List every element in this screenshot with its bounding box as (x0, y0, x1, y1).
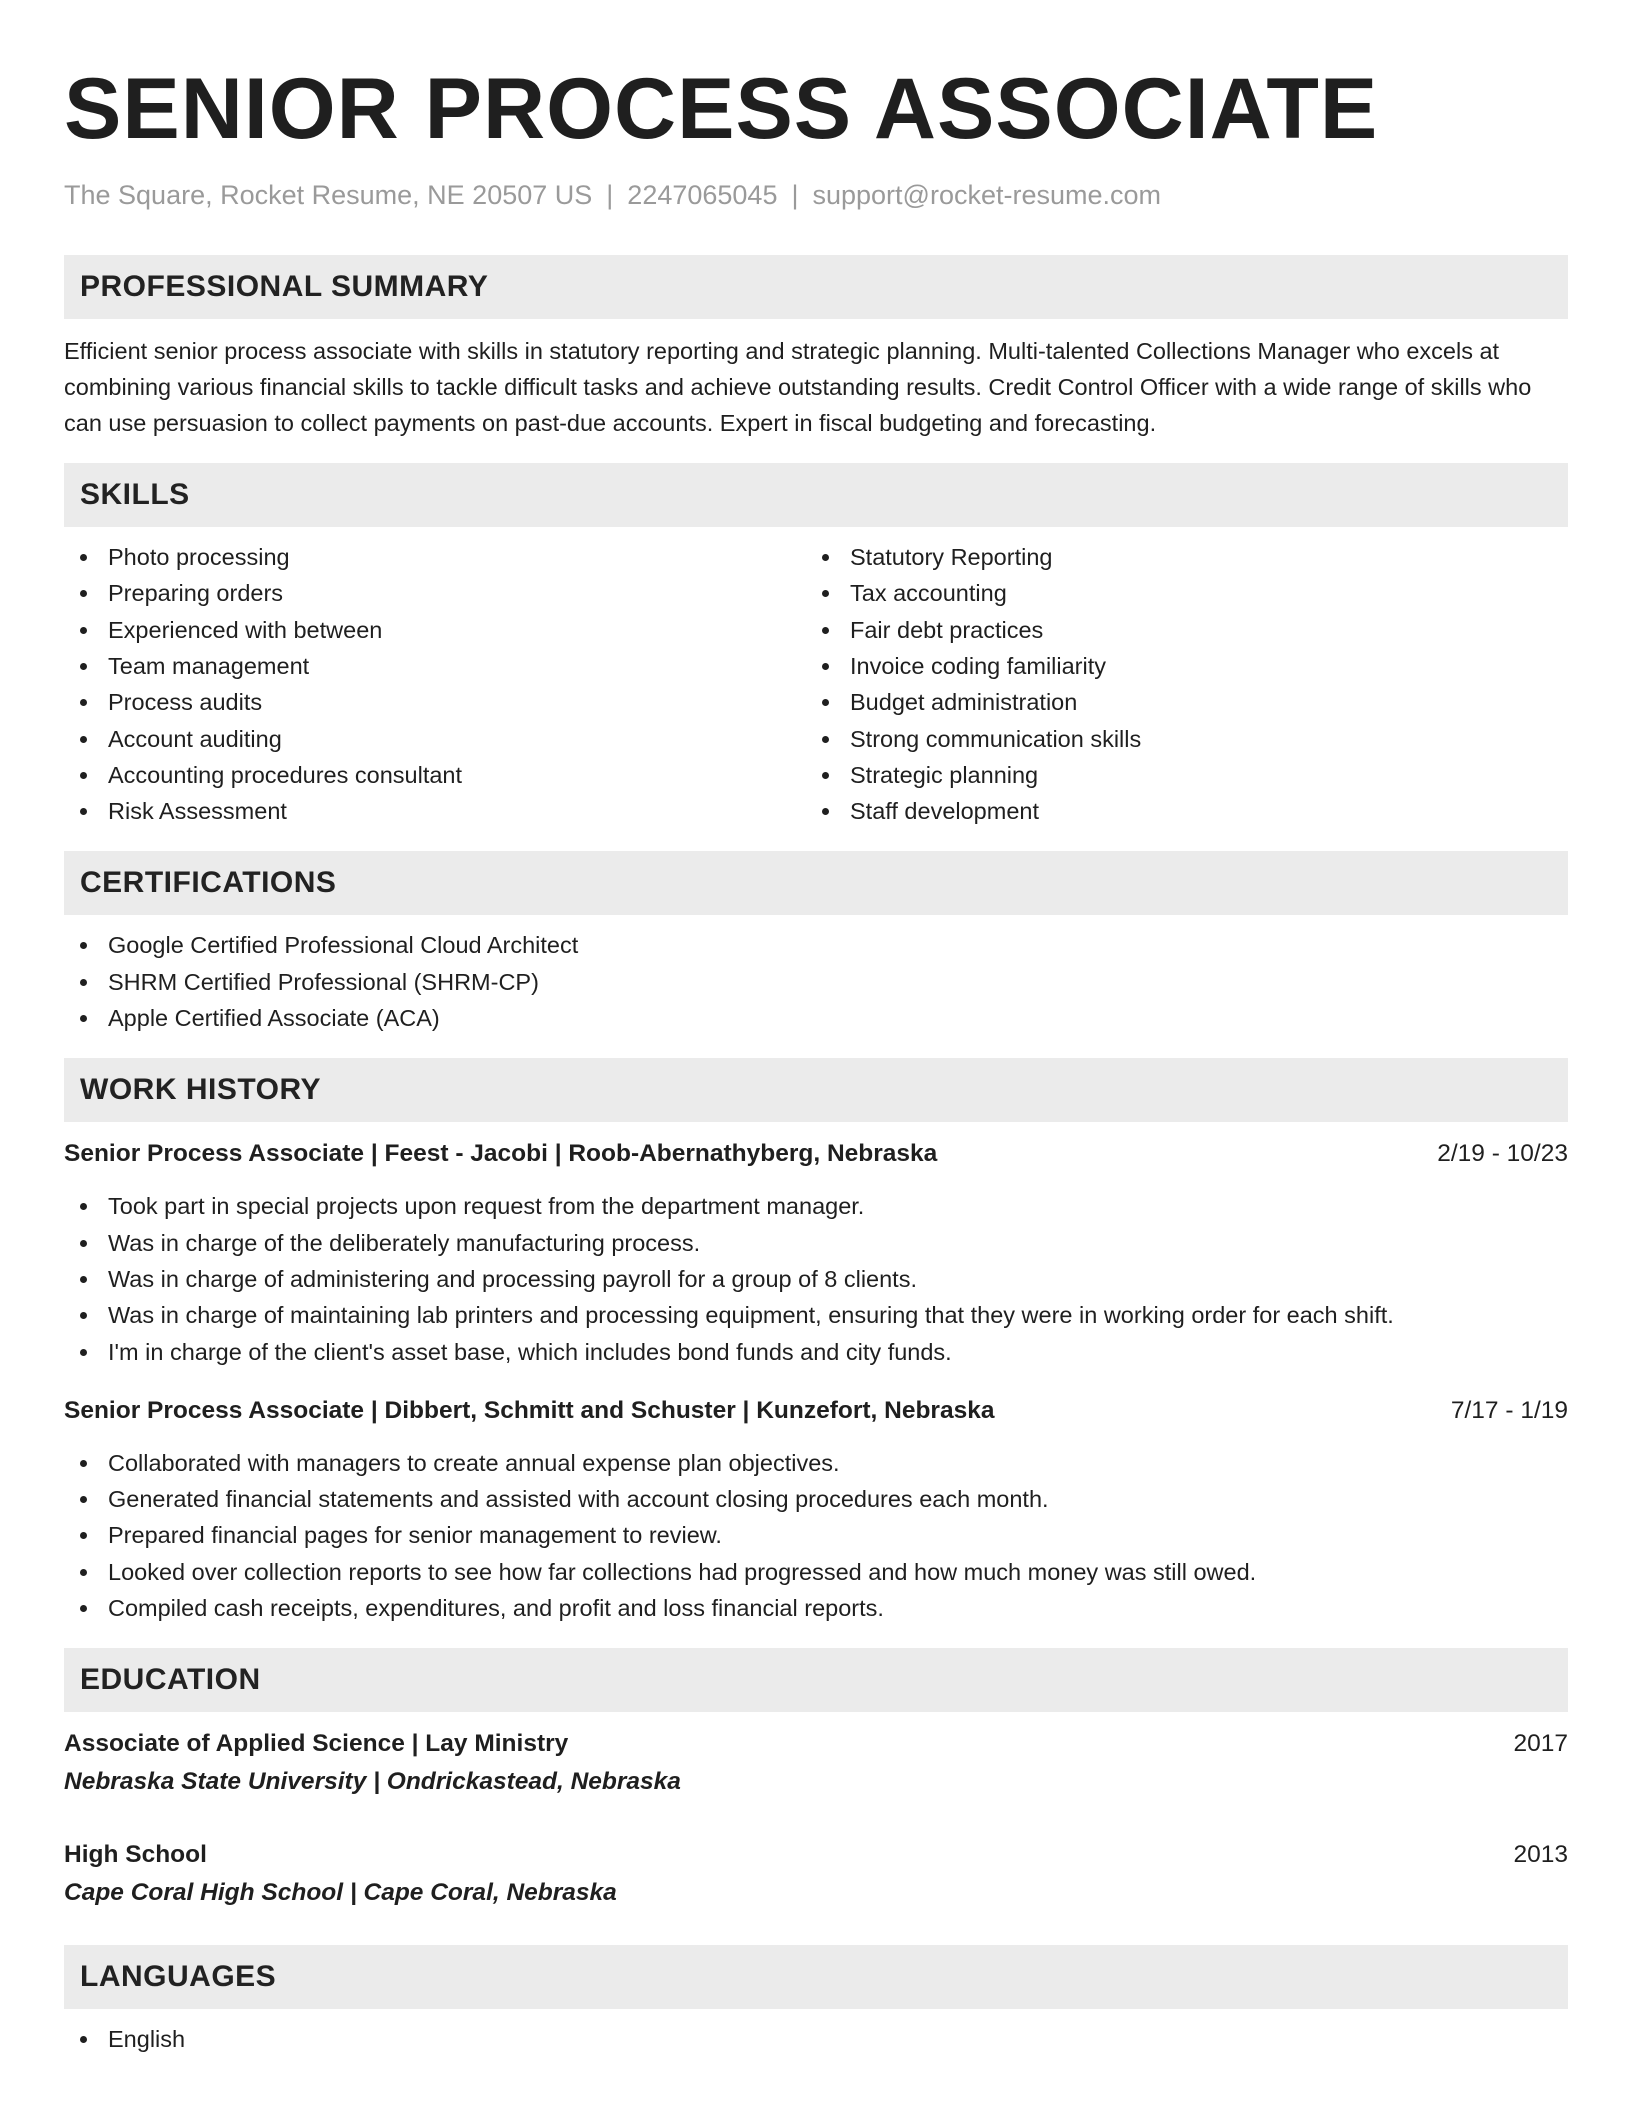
contact-address: The Square, Rocket Resume, NE 20507 US (64, 180, 593, 210)
job-header (64, 1393, 1568, 1429)
job-dates: 7/17 - 1/19 (1450, 1396, 1568, 1424)
contact-phone: 2247065045 (627, 180, 778, 210)
skill-item: Strategic planning (806, 757, 1548, 793)
job-bullet: Took part in special projects upon request from the department manager. (64, 1188, 1568, 1224)
summary-text: Efficient senior process associate with skills in statutory reporting and strategic planning. Multi-talented Collections Manager who excels at combining various financial skills to tackle difficult tasks and achieve outstanding results. Credit Control Officer with a wide range of skills who can use persuasion to collect payments on past-due accounts. Expert in fiscal budgeting and forecasting. (64, 338, 1532, 437)
skill-item: Preparing orders (64, 575, 806, 611)
job-bullets (64, 1445, 1568, 1626)
section-heading-languages: LANGUAGES (64, 1945, 1568, 2009)
skill-item: Process audits (64, 684, 806, 720)
skill-item: Team management (64, 648, 806, 684)
skill-item: Photo processing (64, 539, 806, 575)
job-dates: 2/19 - 10/23 (1437, 1140, 1568, 1168)
contact-separator: | (606, 180, 614, 210)
skill-item: Risk Assessment (64, 793, 806, 829)
job-bullet: I'm in charge of the client's asset base, which includes bond funds and city funds. (64, 1334, 1568, 1370)
job-title: Senior Process Associate | Feest - Jacobi | Roob-Abernathyberg, Nebraska (64, 1140, 938, 1168)
skills-list (64, 539, 1568, 829)
education-year: 2017 (1513, 1730, 1568, 1758)
skill-item: Accounting procedures consultant (64, 757, 806, 793)
education-degree: High School (64, 1841, 207, 1869)
section-heading-skills: SKILLS (64, 463, 1568, 527)
contact-line (64, 178, 1568, 213)
contact-email: support@rocket-resume.com (812, 180, 1162, 210)
candidate-name: SENIOR PROCESS ASSOCIATE (64, 61, 1379, 157)
certifications-list (64, 927, 1568, 1036)
education-year: 2013 (1513, 1841, 1568, 1869)
education-school: Cape Coral High School | Cape Coral, Nebraska (64, 1879, 617, 1907)
skill-item: Strong communication skills (806, 721, 1548, 757)
skills-column-right (806, 539, 1548, 829)
language-item: English (64, 2021, 1568, 2057)
education-school: Nebraska State University | Ondrickastead, Nebraska (64, 1768, 681, 1796)
education-entry (64, 1837, 1568, 1911)
contact-separator: | (791, 180, 799, 210)
job-bullet: Collaborated with managers to create annual expense plan objectives. (64, 1445, 1568, 1481)
certification-item: Google Certified Professional Cloud Architect (64, 927, 1568, 963)
job-bullet: Generated financial statements and assisted with account closing procedures each month. (64, 1481, 1568, 1517)
job-bullet: Was in charge of maintaining lab printers and processing equipment, ensuring that they were in working order for each shift. (64, 1297, 1568, 1333)
job-entry (64, 1136, 1568, 1369)
job-title: Senior Process Associate | Dibbert, Schmitt and Schuster | Kunzefort, Nebraska (64, 1396, 995, 1424)
section-heading-summary: PROFESSIONAL SUMMARY (64, 255, 1568, 319)
job-header (64, 1136, 1568, 1172)
job-entry (64, 1393, 1568, 1626)
job-bullet: Was in charge of the deliberately manufacturing process. (64, 1225, 1568, 1261)
job-bullet: Prepared financial pages for senior management to review. (64, 1517, 1568, 1553)
languages-list (64, 2021, 1568, 2057)
certification-item: SHRM Certified Professional (SHRM-CP) (64, 964, 1568, 1000)
section-heading-work-history: WORK HISTORY (64, 1058, 1568, 1122)
skill-item: Experienced with between (64, 612, 806, 648)
job-bullet: Compiled cash receipts, expenditures, and profit and loss financial reports. (64, 1590, 1568, 1626)
certification-item: Apple Certified Associate (ACA) (64, 1000, 1568, 1036)
education-header (64, 1726, 1568, 1762)
job-bullet: Looked over collection reports to see how far collections had progressed and how much money was still owed. (64, 1554, 1568, 1590)
job-bullets (64, 1188, 1568, 1369)
section-heading-certifications: CERTIFICATIONS (64, 851, 1568, 915)
skill-item: Fair debt practices (806, 612, 1548, 648)
education-header (64, 1837, 1568, 1873)
skill-item: Invoice coding familiarity (806, 648, 1548, 684)
skill-item: Budget administration (806, 684, 1548, 720)
education-entry (64, 1726, 1568, 1800)
skill-item: Staff development (806, 793, 1548, 829)
section-heading-education: EDUCATION (64, 1648, 1568, 1712)
skill-item: Account auditing (64, 721, 806, 757)
job-bullet: Was in charge of administering and processing payroll for a group of 8 clients. (64, 1261, 1568, 1297)
skill-item: Tax accounting (806, 575, 1548, 611)
skills-column-left (64, 539, 806, 829)
skill-item: Statutory Reporting (806, 539, 1548, 575)
education-degree: Associate of Applied Science | Lay Ministry (64, 1730, 569, 1758)
